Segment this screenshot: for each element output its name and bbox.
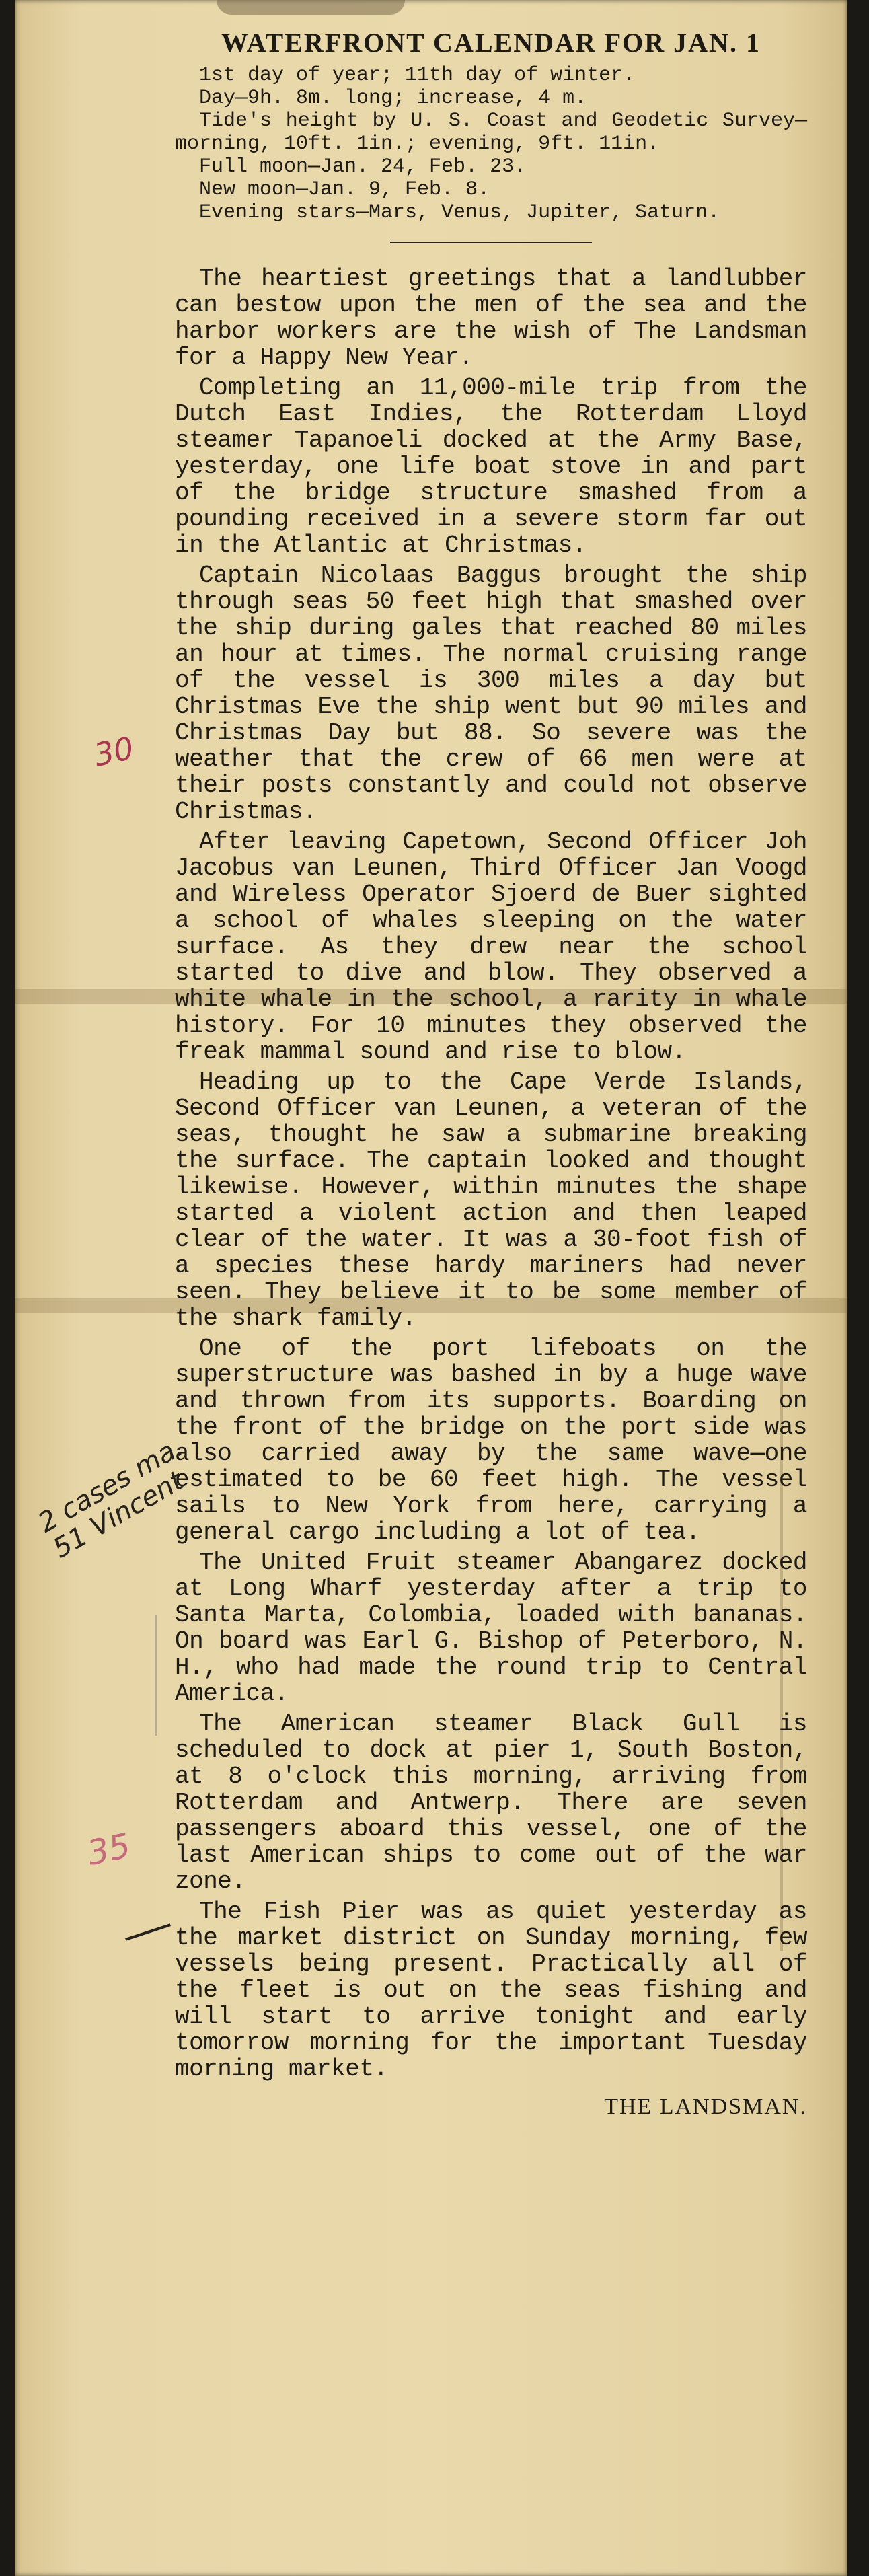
- section-divider: [390, 242, 592, 243]
- almanac-line: Tide's height by U. S. Coast and Geodetic Survey—morning, 10ft. 1in.; evening, 9ft. 11in.: [175, 110, 807, 155]
- paragraph: After leaving Capetown, Second Officer Joh Jacobus van Leunen, Third Officer Jan Voogd and Wireless Operator Sjoerd de Buer sighted a school of whales sleeping on the water surface. As they drew near the school started to dive and blow. They observed a white whale in the school, a rarity in whale history. For 10 minutes they observed the freak mammal sound and rise to blow.: [175, 828, 807, 1066]
- headline: WATERFRONT CALENDAR FOR JAN. 1: [221, 28, 761, 58]
- almanac-line: New moon—Jan. 9, Feb. 8.: [199, 178, 490, 201]
- article-column: [175, 27, 807, 2120]
- torn-top-edge: [217, 0, 405, 15]
- red-pencil-annotation: 35: [83, 1826, 134, 1873]
- paragraph: The heartiest greetings that a landlubber can bestow upon the men of the sea and the harbor workers are the wish of The Landsman for a Happy New Year.: [175, 265, 807, 371]
- pencil-margin-line: [155, 1615, 157, 1736]
- almanac-block: [175, 64, 807, 224]
- red-pencil-annotation: 30: [91, 729, 137, 774]
- paragraph: One of the port lifeboats on the superstructure was bashed in by a huge wave and thrown from its supports. Boarding on the front of the bridge on the port side was also carried away by the same wave—one estimated to be 60 feet high. The vessel sails to New York from here, carrying a general cargo including a lot of tea.: [175, 1335, 807, 1546]
- almanac-line: Day—9h. 8m. long; increase, 4 m.: [199, 87, 587, 110]
- byline-signature: THE LANDSMAN.: [604, 2094, 807, 2119]
- paragraph: The American steamer Black Gull is scheduled to dock at pier 1, South Boston, at 8 o'clock this morning, arriving from Rotterdam and Antwerp. There are seven passengers aboard this vessel, one of the last American ships to come out of the war zone.: [175, 1710, 807, 1895]
- paragraph: The United Fruit steamer Abangarez docked at Long Wharf yesterday after a trip to Santa Marta, Colombia, loaded with bananas. On board was Earl G. Bishop of Peterboro, N. H., who had made the round trip to Central America.: [175, 1549, 807, 1707]
- paragraph: Heading up to the Cape Verde Islands, Second Officer van Leunen, a veteran of the seas, thought he saw a submarine breaking the surface. The captain looked and thought likewise. However, within minutes the shape started a violent action and then leaped clear of the water. It was a 30-foot fish of a species these hardy mariners had never seen. They believe it to be some member of the shark family.: [175, 1068, 807, 1332]
- almanac-line: 1st day of year; 11th day of winter.: [199, 64, 636, 87]
- almanac-line: Full moon—Jan. 24, Feb. 23.: [199, 155, 527, 178]
- paragraph: Completing an 11,000-mile trip from the Dutch East Indies, the Rotterdam Lloyd steamer Tapanoeli docked at the Army Base, yesterday, one life boat stove in and part of the bridge structure smashed from a pounding received in a severe storm far out in the Atlantic at Christmas.: [175, 374, 807, 559]
- paragraph: The Fish Pier was as quiet yesterday as the market district on Sunday morning, few vessels being present. Practically all of the fleet is out on the seas fishing and will start to arrive tonight and early tomorrow morning for the important Tuesday morning market.: [175, 1898, 807, 2083]
- article-body: [175, 266, 807, 2082]
- almanac-line: Evening stars—Mars, Venus, Jupiter, Saturn.: [199, 201, 720, 224]
- handwritten-margin-note: 2 cases ma. 51 Vincent: [33, 1431, 189, 1565]
- paragraph: Captain Nicolaas Baggus brought the ship through seas 50 feet high that smashed over the ship during gales that reached 80 miles an hour at times. The normal cruising range of the vessel is 300 miles a day but Christmas Eve the ship went but 90 miles and Christmas Day but 88. So severe was the weather that the crew of 66 men were at their posts constantly and could not observe Christmas.: [175, 562, 807, 825]
